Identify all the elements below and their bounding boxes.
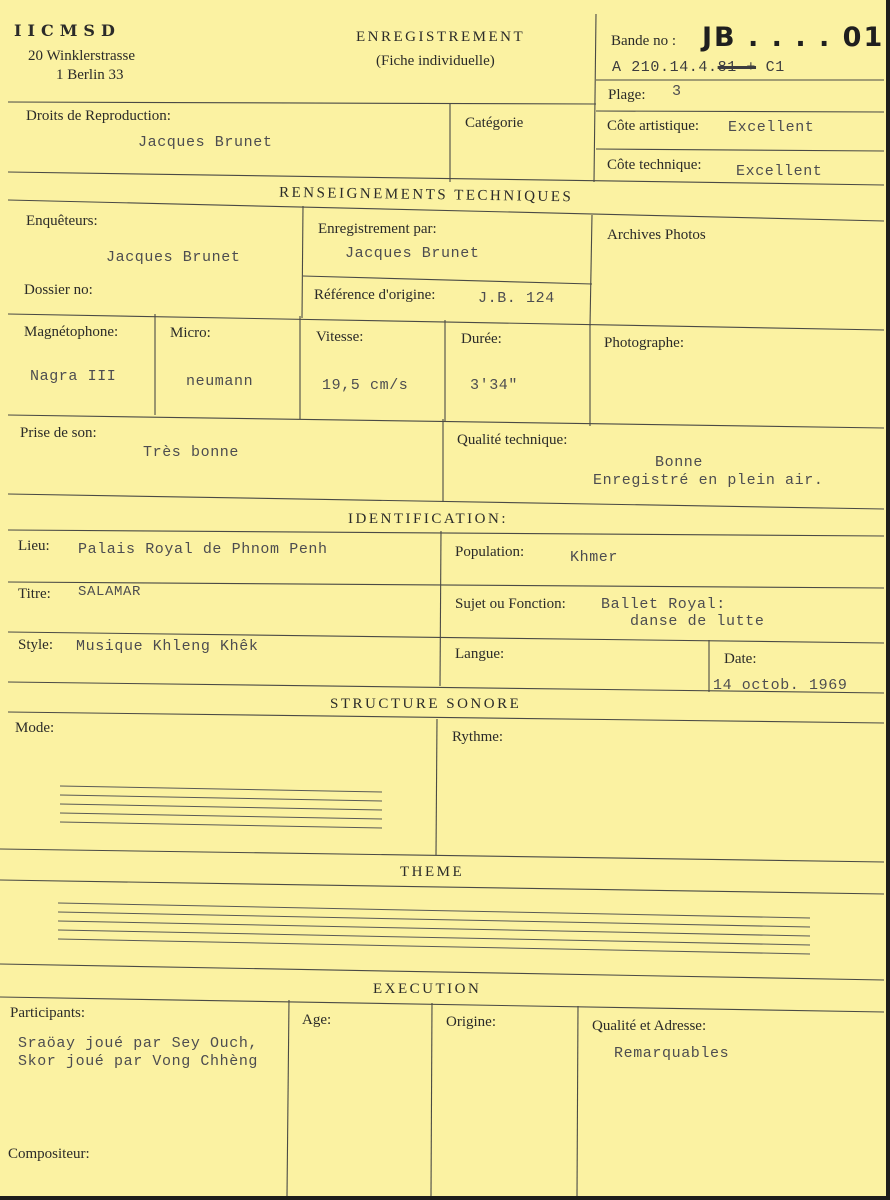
title-value: SALAMAR [78,584,142,600]
tape-number-label: Bande no : [611,33,676,49]
tape-reference-struck: 81 + [717,59,757,76]
age-label: Age: [302,1012,332,1028]
track-value: 3 [672,83,682,100]
language-label: Langue: [455,646,505,662]
form-title: ENREGISTREMENT [356,29,526,45]
duration-value: 3'34" [470,377,519,394]
section-heading-technical: RENSEIGNEMENTS TECHNIQUES [278,184,574,206]
rhythm-label: Rythme: [452,729,504,745]
rights-value: Jacques Brunet [138,134,273,151]
style-label: Style: [18,637,54,653]
form-subtitle: (Fiche individuelle) [376,53,495,69]
tape-recorder-label: Magnétophone: [24,324,119,340]
artistic-rating-label: Côte artistique: [607,118,700,134]
recorded-by-label: Enregistrement par: [318,221,437,237]
photo-archive-label: Archives Photos [607,227,706,243]
population-label: Population: [455,544,525,560]
artistic-rating-value: Excellent [728,119,815,136]
quality-address-label: Qualité et Adresse: [592,1018,707,1034]
track-label: Plage: [608,87,646,103]
tape-reference-suffix: C1 [756,59,785,76]
section-heading-theme: THEME [400,864,465,880]
microphone-label: Micro: [170,325,211,341]
microphone-value: neumann [186,373,254,390]
participants-line2: Skor joué par Vong Chhèng [18,1053,259,1070]
institute-logo: IICMSD [14,21,121,40]
place-value: Palais Royal de Phnom Penh [78,541,328,558]
origin-label: Origine: [446,1014,496,1030]
composer-label: Compositeur: [8,1146,90,1162]
investigators-value: Jacques Brunet [106,249,241,266]
mode-label: Mode: [15,720,55,736]
subject-label: Sujet ou Fonction: [455,596,566,612]
photographer-label: Photographe: [604,335,684,351]
participants-line1: Sraöay joué par Sey Ouch, [18,1035,259,1052]
sound-capture-value: Très bonne [143,444,240,461]
technical-quality-note: Enregistré en plein air. [593,472,824,489]
tape-number-value: JB . . . . 01 [702,22,885,53]
tape-recorder-value: Nagra III [30,368,117,385]
title-label: Titre: [18,586,51,602]
technical-quality-value: Bonne [655,454,704,471]
speed-label: Vitesse: [316,329,364,345]
sound-capture-label: Prise de son: [20,425,97,441]
section-heading-sound-structure: STRUCTURE SONORE [330,696,522,712]
section-heading-execution: EXECUTION [373,981,482,997]
origin-reference-label: Référence d'origine: [314,287,436,303]
rights-label: Droits de Reproduction: [26,108,171,124]
category-label: Catégorie [465,115,524,131]
participants-label: Participants: [10,1005,85,1021]
date-value: 14 octob. 1969 [713,677,848,694]
place-label: Lieu: [18,538,50,554]
origin-reference-value: J.B. 124 [478,290,555,307]
tape-reference [612,59,785,76]
institute-address-city: 1 Berlin 33 [56,67,124,83]
tape-reference-main: A 210.14.4. [612,59,718,76]
date-label: Date: [724,651,757,667]
recorded-by-value: Jacques Brunet [345,245,480,262]
subject-value-line1: Ballet Royal: [601,596,726,613]
style-value: Musique Khleng Khêk [76,638,259,655]
technical-rating-label: Côte technique: [607,157,702,173]
population-value: Khmer [570,549,619,566]
institute-address-street: 20 Winklerstrasse [28,48,136,64]
section-heading-identification: IDENTIFICATION: [348,511,508,527]
duration-label: Durée: [461,331,502,347]
technical-rating-value: Excellent [736,163,823,180]
speed-value: 19,5 cm/s [322,377,409,394]
investigators-label: Enquêteurs: [26,213,98,229]
technical-quality-label: Qualité technique: [457,432,568,448]
subject-value-line2: danse de lutte [630,613,765,630]
quality-address-value: Remarquables [614,1045,730,1062]
file-number-label: Dossier no: [24,282,93,298]
